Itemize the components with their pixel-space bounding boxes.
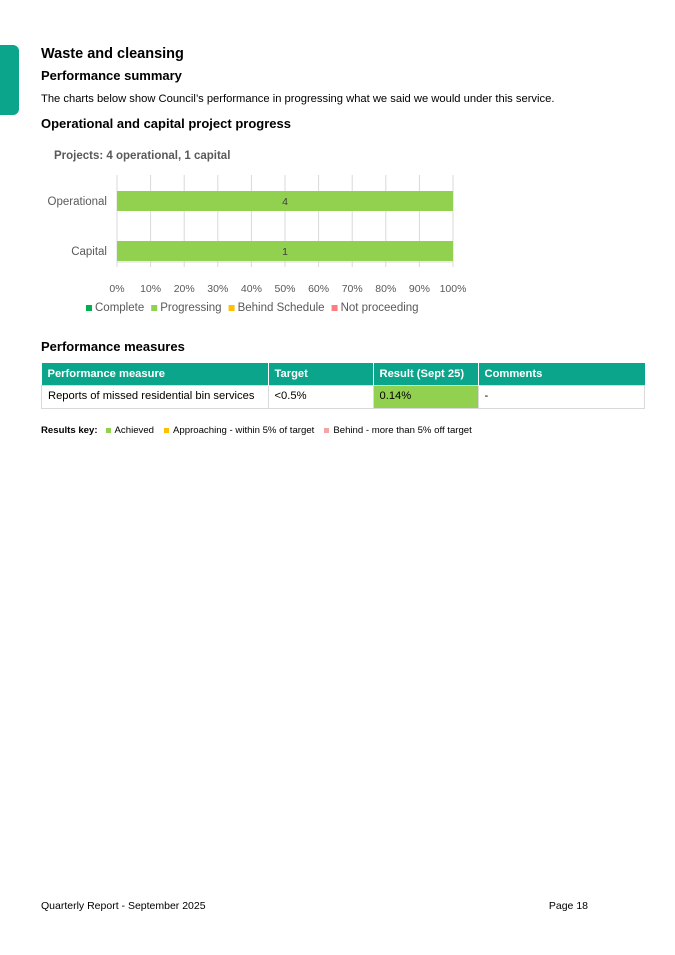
legend-entry: Complete [95, 302, 145, 314]
legend-swatch [229, 305, 235, 311]
section-title: Waste and cleansing [41, 46, 184, 62]
results-key-achieved: Achieved [114, 425, 154, 436]
legend-swatch [151, 305, 157, 311]
x-tick-label: 80% [375, 283, 397, 295]
section-side-tab [0, 45, 19, 115]
legend-swatch [86, 305, 92, 311]
table-header-row [42, 363, 645, 386]
x-tick-label: 40% [240, 283, 262, 295]
project-progress-chart [40, 165, 480, 330]
performance-summary-heading: Performance summary [41, 68, 182, 83]
x-tick-label: 0% [109, 283, 125, 295]
x-tick-label: 30% [207, 283, 229, 295]
legend-swatch [332, 305, 338, 311]
col-header-result: Result (Sept 25) [373, 363, 478, 386]
y-category-label: Capital [71, 246, 107, 258]
cell-result: 0.14% [373, 386, 478, 409]
results-key-approaching: Approaching - within 5% of target [173, 425, 315, 436]
x-tick-label: 20% [173, 283, 195, 295]
y-category-label: Operational [47, 196, 107, 208]
achieved-swatch-icon [106, 428, 111, 433]
bar-data-label: 1 [282, 246, 288, 258]
bar-data-label: 4 [282, 196, 288, 208]
chart-title: Projects: 4 operational, 1 capital [54, 150, 231, 162]
legend-entry: Progressing [160, 302, 222, 314]
results-key-behind: Behind - more than 5% off target [333, 425, 472, 436]
x-tick-label: 90% [408, 283, 430, 295]
footer-report-title: Quarterly Report - September 2025 [41, 900, 206, 912]
project-progress-heading: Operational and capital project progress [41, 116, 291, 131]
legend-entry: Not proceeding [340, 302, 419, 314]
x-tick-label: 60% [308, 283, 330, 295]
results-key-label: Results key: [41, 425, 98, 436]
performance-measures-table [41, 363, 645, 409]
performance-measures-heading: Performance measures [41, 339, 185, 354]
cell-comments: - [478, 386, 645, 409]
col-header-comments: Comments [478, 363, 645, 386]
cell-measure: Reports of missed residential bin services [42, 386, 269, 409]
cell-target: <0.5% [268, 386, 373, 409]
results-key [41, 425, 478, 436]
x-tick-label: 10% [140, 283, 162, 295]
footer-page-number: Page 18 [548, 900, 588, 912]
x-tick-label: 70% [341, 283, 363, 295]
approaching-swatch-icon [164, 428, 169, 433]
behind-swatch-icon [324, 428, 329, 433]
x-tick-label: 50% [274, 283, 296, 295]
x-tick-label: 100% [439, 283, 467, 295]
col-header-target: Target [268, 363, 373, 386]
legend-entry: Behind Schedule [237, 302, 325, 314]
intro-text: The charts below show Council’s performance in progressing what we said we would under this service. [41, 93, 555, 105]
col-header-measure: Performance measure [42, 363, 269, 386]
table-row [42, 386, 645, 409]
